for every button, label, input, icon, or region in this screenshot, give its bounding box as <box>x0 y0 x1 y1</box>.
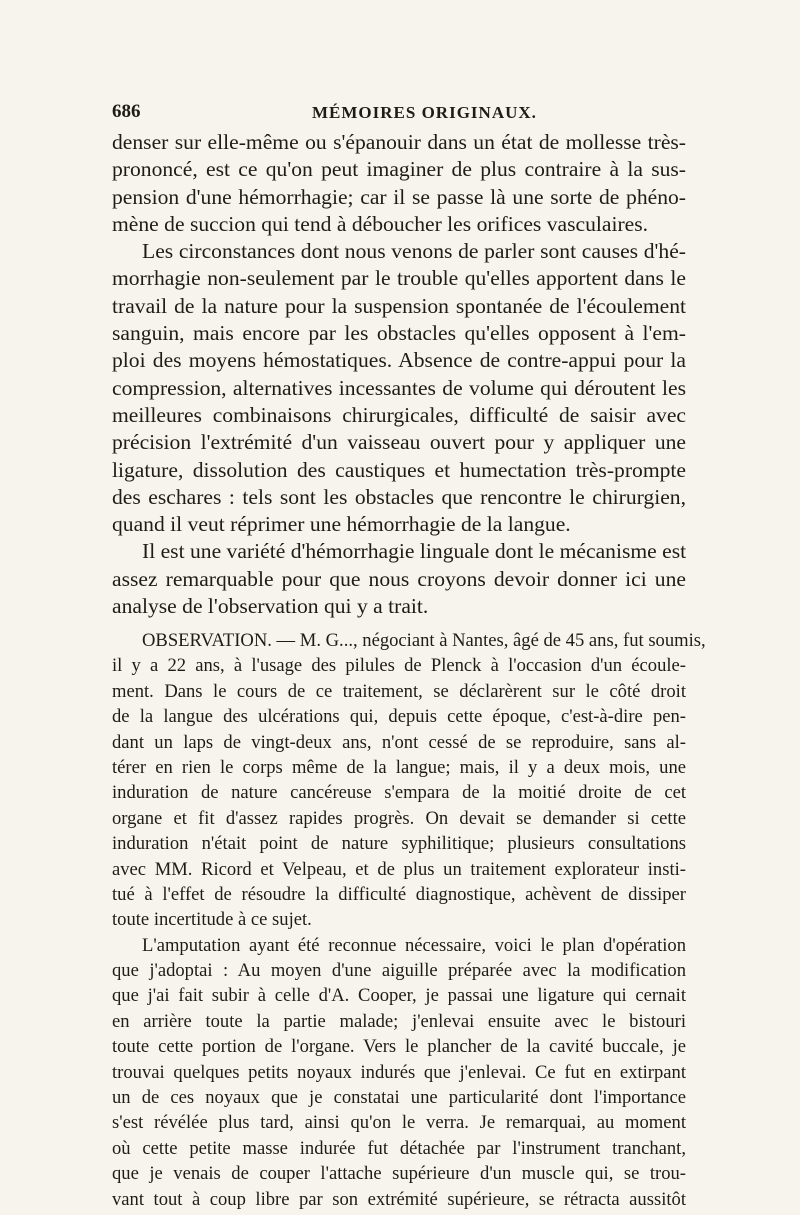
running-head: MÉMOIRES ORIGINAUX. <box>312 103 537 122</box>
text-line: que je venais de couper l'attache supérieure d'un muscle qui, se trou- <box>112 1163 686 1185</box>
text-line: morrhagie non-seulement par le trouble qu'elles apportent dans le <box>112 266 686 291</box>
text-line: il y a 22 ans, à l'usage des pilules de Plenck à l'occasion d'un écoule- <box>112 655 686 677</box>
text-line: quand il veut réprimer une hémorrhagie de la langue. <box>112 512 571 537</box>
text-line: compression, alternatives incessantes de volume qui déroutent les <box>112 375 686 400</box>
text-line: prononcé, est ce qu'on peut imaginer de plus contraire à la sus- <box>112 157 686 182</box>
text-line: organe et fit d'assez rapides progrès. On devait se demander si cette <box>112 807 686 829</box>
text-line: induration de nature cancéreuse s'empara de la moitié droite de cet <box>112 782 686 804</box>
observation-text <box>112 628 706 1212</box>
text-line: trouvai quelques petits noyaux indurés que j'enlevai. Ce fut en extirpant <box>112 1061 686 1083</box>
text-line: analyse de l'observation qui y a trait. <box>112 594 429 619</box>
text-line: précision l'extrémité d'un vaisseau ouvert pour y appliquer une <box>112 430 686 455</box>
text-line: Il est une variété d'hémorrhagie linguale dont le mécanisme est <box>142 539 687 564</box>
text-line: travail de la nature pour la suspension spontanée de l'écoulement <box>112 293 686 318</box>
text-line: ligature, dissolution des caustiques et humectation très-prompte <box>112 457 686 482</box>
text-line: induration n'était point de nature syphilitique; plusieurs consultations <box>112 833 686 855</box>
text-line: des eschares : tels sont les obstacles que rencontre le chirurgien, <box>112 484 686 509</box>
main-text <box>112 129 686 620</box>
paragraph <box>112 538 686 620</box>
text-line: ploi des moyens hémostatiques. Absence de contre-appui pour la <box>112 348 686 373</box>
text-line: L'amputation ayant été reconnue nécessaire, voici le plan d'opération <box>142 934 686 956</box>
text-line: assez remarquable pour que nous croyons devoir donner ici une <box>112 566 686 591</box>
text-line: sanguin, mais encore par les obstacles qu'elles opposent à l'em- <box>112 321 686 346</box>
text-line: où cette petite masse indurée fut détachée par l'instrument tranchant, <box>112 1137 686 1159</box>
text-line: mène de succion qui tend à déboucher les orifices vasculaires. <box>112 211 649 236</box>
text-line: OBSERVATION. — M. G..., négociant à Nantes, âgé de 45 ans, fut soumis, <box>142 630 706 651</box>
text-line: tué à l'effet de résoudre la difficulté diagnostique, achèvent de dissiper <box>112 883 686 905</box>
text-line: que j'ai fait subir à celle d'A. Cooper, je passai une ligature qui cernait <box>112 985 686 1007</box>
text-line: ment. Dans le cours de ce traitement, se déclarèrent sur le côté droit <box>112 680 686 702</box>
text-line: vant tout à coup libre par son extrémité supérieure, se rétracta aussitôt <box>112 1188 686 1210</box>
text-line: en arrière toute la partie malade; j'enlevai ensuite avec le bistouri <box>112 1010 686 1032</box>
text-line: toute incertitude à ce sujet. <box>112 909 312 931</box>
page-header <box>112 101 686 127</box>
paragraph <box>112 933 686 1212</box>
paragraph <box>112 238 686 538</box>
text-line: denser sur elle-même ou s'épanouir dans un état de mollesse très- <box>112 130 686 154</box>
text-line: toute cette portion de l'organe. Vers le plancher de la cavité buccale, je <box>112 1036 686 1058</box>
text-line: de la langue des ulcérations qui, depuis cette époque, c'est-à-dire pen- <box>112 706 686 728</box>
paragraph <box>112 129 686 238</box>
text-line: s'est révélée plus tard, ainsi qu'on le verra. Je remarquai, au moment <box>112 1112 686 1134</box>
page-number: 686 <box>112 101 141 122</box>
text-line: meilleures combinaisons chirurgicales, difficulté de saisir avec <box>112 402 686 427</box>
text-line: un de ces noyaux que je constatai une particularité dont l'importance <box>112 1087 686 1109</box>
observation-paragraph <box>112 628 706 933</box>
text-line: que j'adoptai : Au moyen d'une aiguille préparée avec la modification <box>112 960 686 982</box>
text-line: térer en rien le corps même de la langue; mais, il y a deux mois, une <box>112 756 686 778</box>
text-line: dant un laps de vingt-deux ans, n'ont cessé de se reproduire, sans al- <box>112 731 686 753</box>
text-line: Les circonstances dont nous venons de parler sont causes d'hé- <box>142 239 686 264</box>
text-line: avec MM. Ricord et Velpeau, et de plus un traitement explorateur insti- <box>112 858 686 880</box>
text-line: pension d'une hémorrhagie; car il se passe là une sorte de phéno- <box>112 184 686 209</box>
